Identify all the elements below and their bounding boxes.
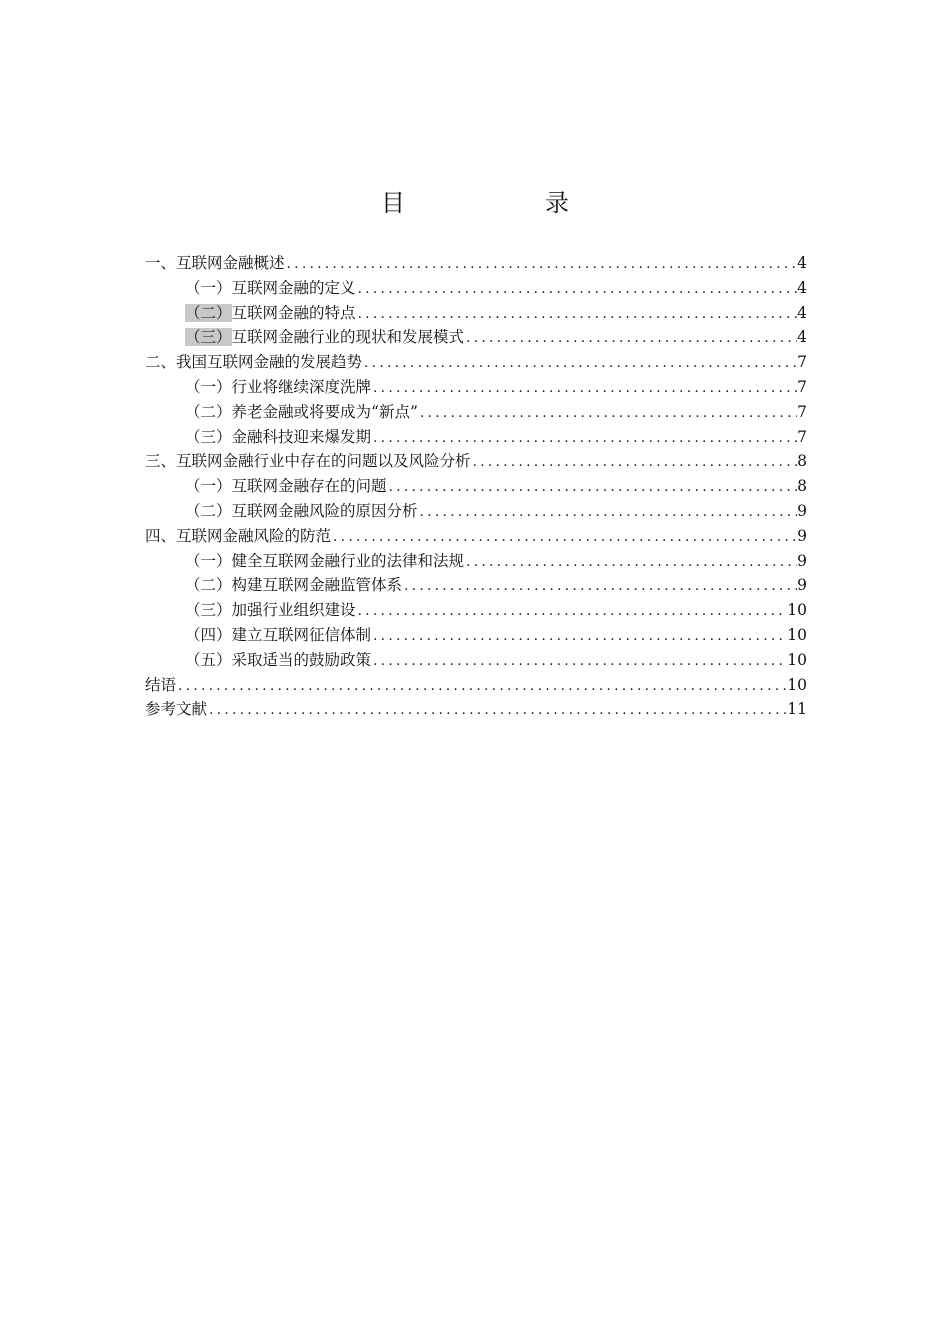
- toc-entry-number: （三）: [185, 601, 232, 620]
- toc-leader-dots: [362, 351, 797, 376]
- toc-entry-title: [185, 623, 371, 648]
- toc-entry-title: [185, 598, 356, 623]
- toc-entry-title: [145, 251, 285, 276]
- toc-leader-dots: [356, 277, 798, 302]
- toc-entry-number: （一）: [185, 377, 232, 396]
- toc-entry[interactable]: [145, 673, 807, 698]
- toc-entry-label: 互联网金融风险的原因分析: [231, 501, 418, 520]
- toc-leader-dots: [464, 326, 797, 351]
- toc-leader-dots: [371, 649, 787, 674]
- toc-entry-number: 一、: [145, 254, 177, 272]
- toc-title-left: 目: [381, 189, 405, 217]
- toc-entry-label: 互联网金融概述: [176, 254, 285, 272]
- toc-entry-number: （三）: [185, 328, 232, 347]
- toc-page-number: 9: [797, 551, 807, 570]
- toc-title-right: 录: [545, 189, 569, 217]
- toc-entry-title: [145, 449, 471, 474]
- toc-entry-number: （五）: [185, 650, 232, 669]
- toc-entry-number: 三、: [145, 452, 177, 471]
- toc-page-number: 4: [797, 254, 807, 272]
- toc-entry[interactable]: [145, 400, 807, 425]
- toc-leader-dots: [356, 302, 798, 327]
- toc-page-number: 7: [797, 353, 807, 372]
- toc-entry-number: （四）: [185, 625, 232, 644]
- toc-entry[interactable]: [145, 251, 807, 276]
- toc-entry[interactable]: [145, 623, 807, 648]
- toc-entry[interactable]: [145, 375, 807, 400]
- toc-entry-title: [185, 375, 371, 400]
- toc-page-number: 10: [787, 625, 807, 644]
- toc-entry-label: 金融科技迎来爆发期: [231, 427, 372, 446]
- toc-entry-label: 健全互联网金融行业的法律和法规: [231, 551, 465, 570]
- toc-leader-dots: [464, 550, 797, 575]
- toc-entry-label: 互联网金融风险的防范: [176, 526, 332, 545]
- toc-page-number: 7: [797, 427, 807, 446]
- toc-entry[interactable]: [145, 648, 807, 673]
- toc-entry[interactable]: [145, 499, 807, 524]
- toc-page-number: 8: [797, 477, 807, 496]
- toc-entry-label: 建立互联网征信体制: [231, 625, 372, 644]
- toc-entry-title: [145, 350, 362, 375]
- toc-entry-label: 互联网金融行业的现状和发展模式: [231, 328, 465, 347]
- toc-entry-number: （三）: [185, 427, 232, 446]
- toc-entry-label: 互联网金融行业中存在的问题以及风险分析: [176, 452, 471, 471]
- toc-entry[interactable]: [145, 474, 807, 499]
- toc-leader-dots: [418, 500, 798, 525]
- toc-entry[interactable]: [145, 425, 807, 450]
- toc-entry-number: （一）: [185, 477, 232, 496]
- toc-entry-label: 结语: [145, 675, 177, 694]
- toc-page-number: 9: [797, 501, 807, 520]
- toc-page-number: 10: [787, 601, 807, 620]
- toc-entry-title: [145, 673, 176, 698]
- toc-entry[interactable]: [145, 524, 807, 549]
- toc-entry[interactable]: [145, 549, 807, 574]
- toc-entry-title: [185, 400, 418, 425]
- toc-entry-number: （二）: [185, 402, 232, 421]
- toc-leader-dots: [402, 574, 797, 599]
- toc-entry-number: 二、: [145, 353, 177, 372]
- toc-leader-dots: [371, 426, 797, 451]
- toc-entry[interactable]: [145, 276, 807, 301]
- toc-leader-dots: [371, 376, 797, 401]
- toc-entry-title: [185, 648, 371, 673]
- toc-page-number: 11: [787, 700, 807, 719]
- toc-entry-label: 构建互联网金融监管体系: [231, 576, 403, 595]
- toc-entry-label: 行业将继续深度洗牌: [231, 377, 372, 396]
- toc-entry-label: 养老金融或将要成为“新点”: [231, 402, 418, 421]
- toc-leader-dots: [387, 475, 798, 500]
- toc-entry[interactable]: [145, 598, 807, 623]
- toc-page-number: 8: [797, 452, 807, 471]
- toc-page-number: 4: [797, 278, 807, 297]
- toc-page-number: 4: [797, 303, 807, 322]
- toc-entry-title: [185, 276, 356, 301]
- toc-entry[interactable]: [145, 573, 807, 598]
- toc-entry-title: [145, 524, 331, 549]
- toc-leader-dots: [331, 525, 797, 550]
- toc-entry-label: 采取适当的鼓励政策: [231, 650, 372, 669]
- table-of-contents: [145, 251, 807, 722]
- toc-entry[interactable]: [145, 325, 807, 350]
- toc-page-number: 7: [797, 402, 807, 421]
- toc-page-number: 7: [797, 377, 807, 396]
- toc-leader-dots: [207, 698, 787, 723]
- toc-leader-dots: [285, 252, 798, 277]
- toc-entry-label: 互联网金融的特点: [231, 303, 356, 322]
- toc-entry-label: 互联网金融存在的问题: [231, 477, 387, 496]
- toc-entry-number: （一）: [185, 278, 232, 297]
- toc-entry-number: （一）: [185, 551, 232, 570]
- toc-entry-number: （二）: [185, 501, 232, 520]
- toc-entry-number: （二）: [185, 576, 232, 595]
- toc-entry-title: [185, 474, 387, 499]
- toc-entry-label: 加强行业组织建设: [231, 601, 356, 620]
- toc-entry-title: [145, 697, 207, 722]
- toc-entry-label: 我国互联网金融的发展趋势: [176, 353, 363, 372]
- toc-leader-dots: [371, 624, 787, 649]
- toc-leader-dots: [356, 599, 788, 624]
- toc-leader-dots: [176, 674, 787, 699]
- toc-entry-title: [185, 425, 371, 450]
- toc-entry-number: 四、: [145, 526, 177, 545]
- toc-entry[interactable]: [145, 350, 807, 375]
- toc-entry-title: [185, 549, 464, 574]
- toc-page-number: 4: [797, 328, 807, 347]
- toc-title: [0, 183, 950, 218]
- toc-page-number: 9: [797, 576, 807, 595]
- toc-entry-title: [185, 499, 418, 524]
- toc-entry-label: 互联网金融的定义: [231, 278, 356, 297]
- toc-page-number: 9: [797, 526, 807, 545]
- toc-leader-dots: [418, 401, 797, 426]
- toc-entry-title: [185, 301, 356, 326]
- toc-entry[interactable]: [145, 697, 807, 722]
- toc-entry-title: [185, 325, 464, 350]
- toc-entry[interactable]: [145, 449, 807, 474]
- toc-page-number: 10: [787, 675, 807, 694]
- toc-leader-dots: [471, 450, 798, 475]
- toc-entry-number: （二）: [185, 303, 232, 322]
- toc-entry-label: 参考文献: [145, 700, 208, 719]
- toc-entry[interactable]: [145, 301, 807, 326]
- toc-page-number: 10: [787, 650, 807, 669]
- toc-entry-title: [185, 573, 402, 598]
